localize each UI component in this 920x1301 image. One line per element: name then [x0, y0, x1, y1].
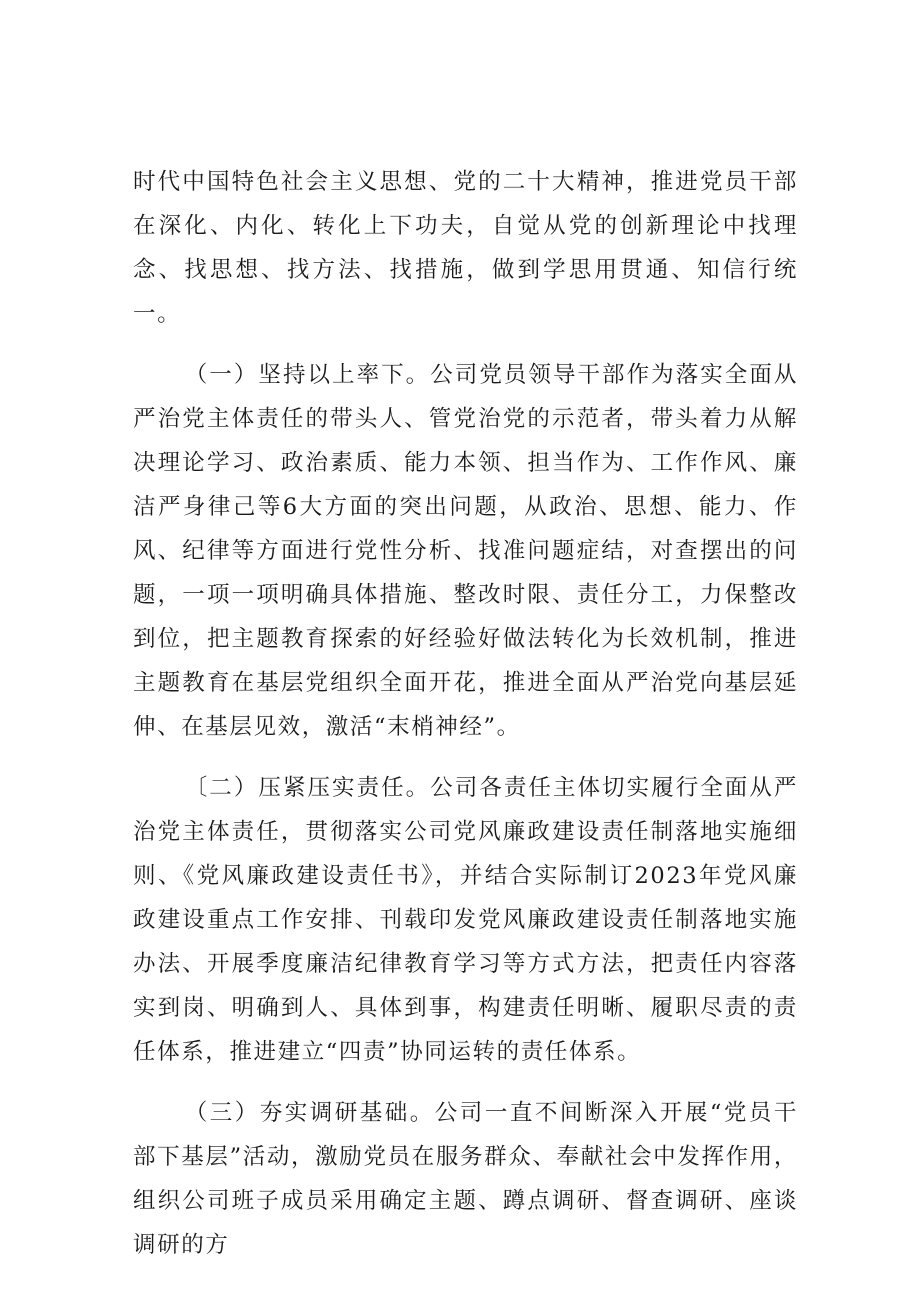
paragraph-section-2: 〔二）压紧压实责任。公司各责任主体切实履行全面从严治党主体责任，贯彻落实公司党风廉政建设责任制落地实施细则、《党风廉政建设责任书》，并结合实际制订2023年党风廉政建设重点工作安排、刊载印发党风廉政建设责任制落地实施办法、开展季度廉洁纪律教育学习等方式方法，把责任内容落实到岗、明确到人、具体到事，构建责任明晰、履职尽责的责任体系，推进建立“四责”协同运转的责任体系。 [133, 775, 798, 1065]
paragraph-section-1: （一）坚持以上率下。公司党员领导干部作为落实全面从严治党主体责任的带头人、管党治党的示范者，带头着力从解决理论学习、政治素质、能力本领、担当作为、工作作风、廉洁严身律己等6大方面的突出问题，从政治、思想、能力、作风、纪律等方面进行党性分析、找准问题症结，对查摆出的问题，一项一项明确具体措施、整改时限、责任分工，力保整改到位，把主题教育探索的好经验好做法转化为长效机制，推进主题教育在基层党组织全面开花，推进全面从严治党向基层延伸、在基层见效，激活“末梢神经”。 [133, 362, 798, 740]
paragraph-section-3: （三）夯实调研基础。公司一直不间断深入开展“党员干部下基层”活动，激励党员在服务群众、奉献社会中发挥作用，组织公司班子成员采用确定主题、蹲点调研、督查调研、座谈调研的方 [133, 1100, 798, 1258]
paragraph-continuation: 时代中国特色社会主义思想、党的二十大精神，推进党员干部在深化、内化、转化上下功夫，自觉从党的创新理论中找理念、找思想、找方法、找措施，做到学思用贯通、知信行统一。 [133, 169, 798, 327]
document-body [133, 160, 798, 1284]
